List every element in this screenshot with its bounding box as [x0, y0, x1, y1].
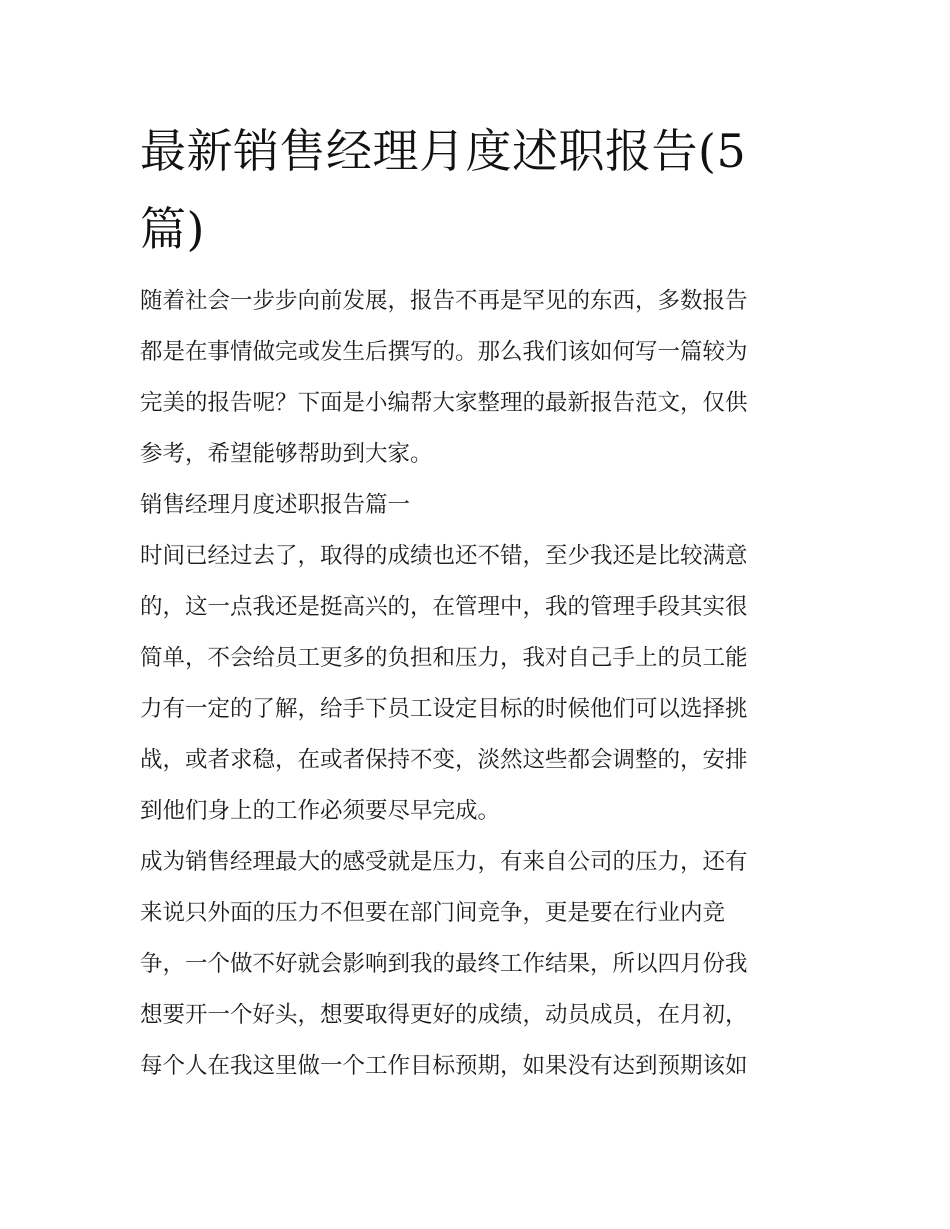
intro-line-1: 随着社会一步步向前发展，报告不再是罕见的东西，多数报告	[140, 288, 748, 314]
paragraph-1-line-3: 简单，不会给员工更多的负担和压力，我对自己手上的员工能	[140, 645, 748, 671]
paragraph-1-line-4: 力有一定的了解，给手下员工设定目标的时候他们可以选择挑	[140, 696, 748, 722]
paragraph-1-line-2: 的，这一点我还是挺高兴的，在管理中，我的管理手段其实很	[140, 594, 748, 620]
paragraph-2-line-2: 来说只外面的压力不但要在部门间竞争，更是要在行业内竞	[140, 900, 726, 926]
document-body	[140, 276, 812, 1092]
paragraph-2-line-4: 想要开一个好头，想要取得更好的成绩，动员成员，在月初，	[140, 1002, 748, 1028]
intro-line-2: 都是在事情做完或发生后撰写的。那么我们该如何写一篇较为	[140, 339, 748, 365]
title-line-2: 篇)	[140, 202, 205, 256]
document-title	[140, 112, 810, 268]
paragraph-2-line-5: 每个人在我这里做一个工作目标预期，如果没有达到预期该如	[140, 1053, 748, 1079]
paragraph-1-line-5: 战，或者求稳，在或者保持不变，淡然这些都会调整的，安排	[140, 747, 748, 773]
title-line-1: 最新销售经理月度述职报告(5	[140, 124, 747, 178]
paragraph-1-line-1: 时间已经过去了，取得的成绩也还不错，至少我还是比较满意	[140, 543, 748, 569]
intro-line-4: 参考，希望能够帮助到大家。	[140, 441, 433, 467]
intro-line-3: 完美的报告呢？下面是小编帮大家整理的最新报告范文，仅供	[140, 390, 748, 416]
paragraph-2-line-3: 争，一个做不好就会影响到我的最终工作结果，所以四月份我	[140, 951, 748, 977]
section-heading: 销售经理月度述职报告篇一	[140, 492, 411, 518]
paragraph-2-line-1: 成为销售经理最大的感受就是压力，有来自公司的压力，还有	[140, 849, 748, 875]
paragraph-1-line-6: 到他们身上的工作必须要尽早完成。	[140, 798, 501, 824]
